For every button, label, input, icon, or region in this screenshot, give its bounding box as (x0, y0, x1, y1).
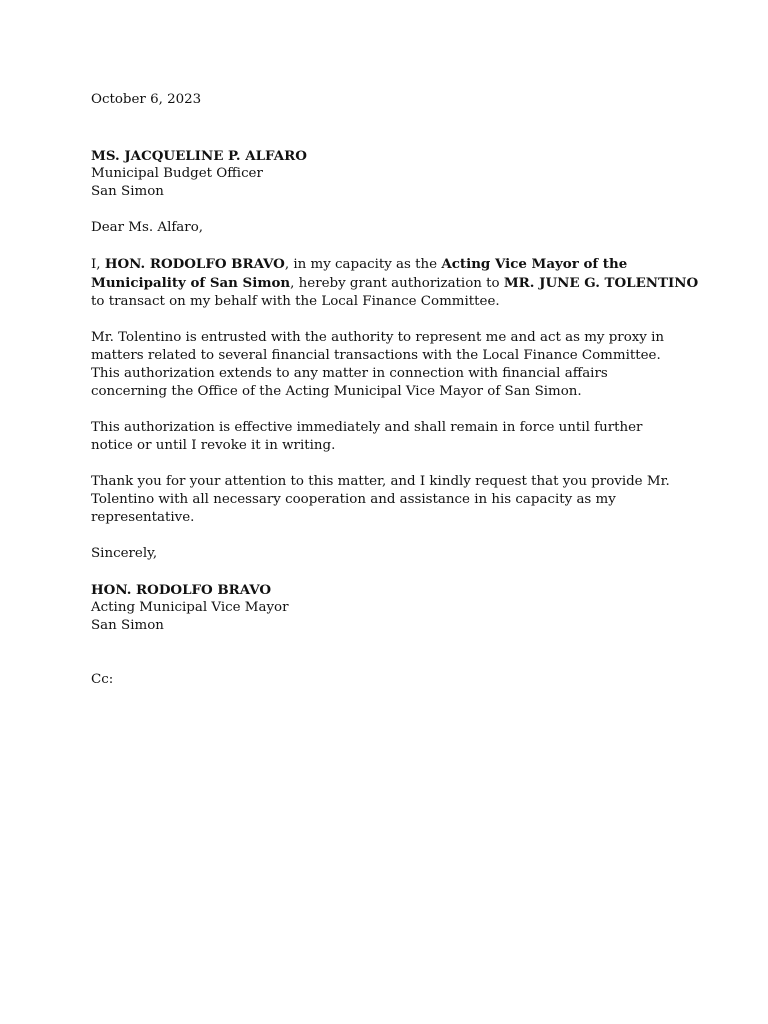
paragraph-line: This authorization is effective immediately and shall remain in force until further (91, 420, 643, 435)
text-run: I, (91, 257, 105, 272)
text-run: , hereby grant authorization to (290, 276, 504, 291)
recipient-name: MS. JACQUELINE P. ALFARO (91, 148, 307, 164)
cc-block (91, 671, 691, 689)
text-run: , in my capacity as the (284, 257, 442, 272)
cc-label: Cc: (91, 672, 114, 687)
signatory-name: HON. RODOLFO BRAVO (91, 582, 272, 598)
paragraph-line: representative. (91, 510, 195, 525)
paragraph-line: concerning the Office of the Acting Municipal Vice Mayor of San Simon. (91, 384, 582, 399)
salutation-text: Dear Ms. Alfaro, (91, 220, 204, 235)
closing-text: Sincerely, (91, 546, 158, 561)
paragraph-effectivity (91, 419, 691, 455)
paragraph-line: notice or until I revoke it in writing. (91, 438, 336, 453)
salutation (91, 219, 691, 237)
paragraph-authorization (91, 255, 699, 311)
proxy-name: MR. JUNE G. TOLENTINO (503, 275, 699, 291)
closing (91, 545, 691, 563)
letter-date (91, 91, 691, 109)
paragraph-thanks (91, 473, 691, 527)
date-text: October 6, 2023 (91, 92, 202, 107)
recipient-title: Municipal Budget Officer (91, 166, 263, 181)
signatory-location: San Simon (91, 618, 164, 633)
recipient-location: San Simon (91, 184, 164, 199)
paragraph-line: Thank you for your attention to this matter, and I kindly request that you provide Mr. (91, 474, 670, 489)
signatory-title: Acting Municipal Vice Mayor (91, 600, 289, 615)
letter-body (91, 91, 699, 707)
grantor-role: Acting Vice Mayor of the (441, 256, 628, 272)
paragraph-line (91, 274, 699, 293)
recipient-block (91, 147, 691, 201)
paragraph-line (91, 255, 691, 274)
paragraph-line: Tolentino with all necessary cooperation and assistance in his capacity as my (91, 492, 616, 507)
paragraph-line: to transact on my behalf with the Local Finance Committee. (91, 294, 500, 309)
signatory-block (91, 581, 691, 635)
paragraph-scope (91, 329, 691, 401)
paragraph-line: matters related to several financial transactions with the Local Finance Committee. (91, 348, 661, 363)
grantor-name: HON. RODOLFO BRAVO (104, 256, 285, 272)
grantor-role-cont: Municipality of San Simon (91, 275, 291, 291)
paragraph-line: This authorization extends to any matter in connection with financial affairs (91, 366, 608, 381)
paragraph-line: Mr. Tolentino is entrusted with the authority to represent me and act as my proxy in (91, 330, 665, 345)
